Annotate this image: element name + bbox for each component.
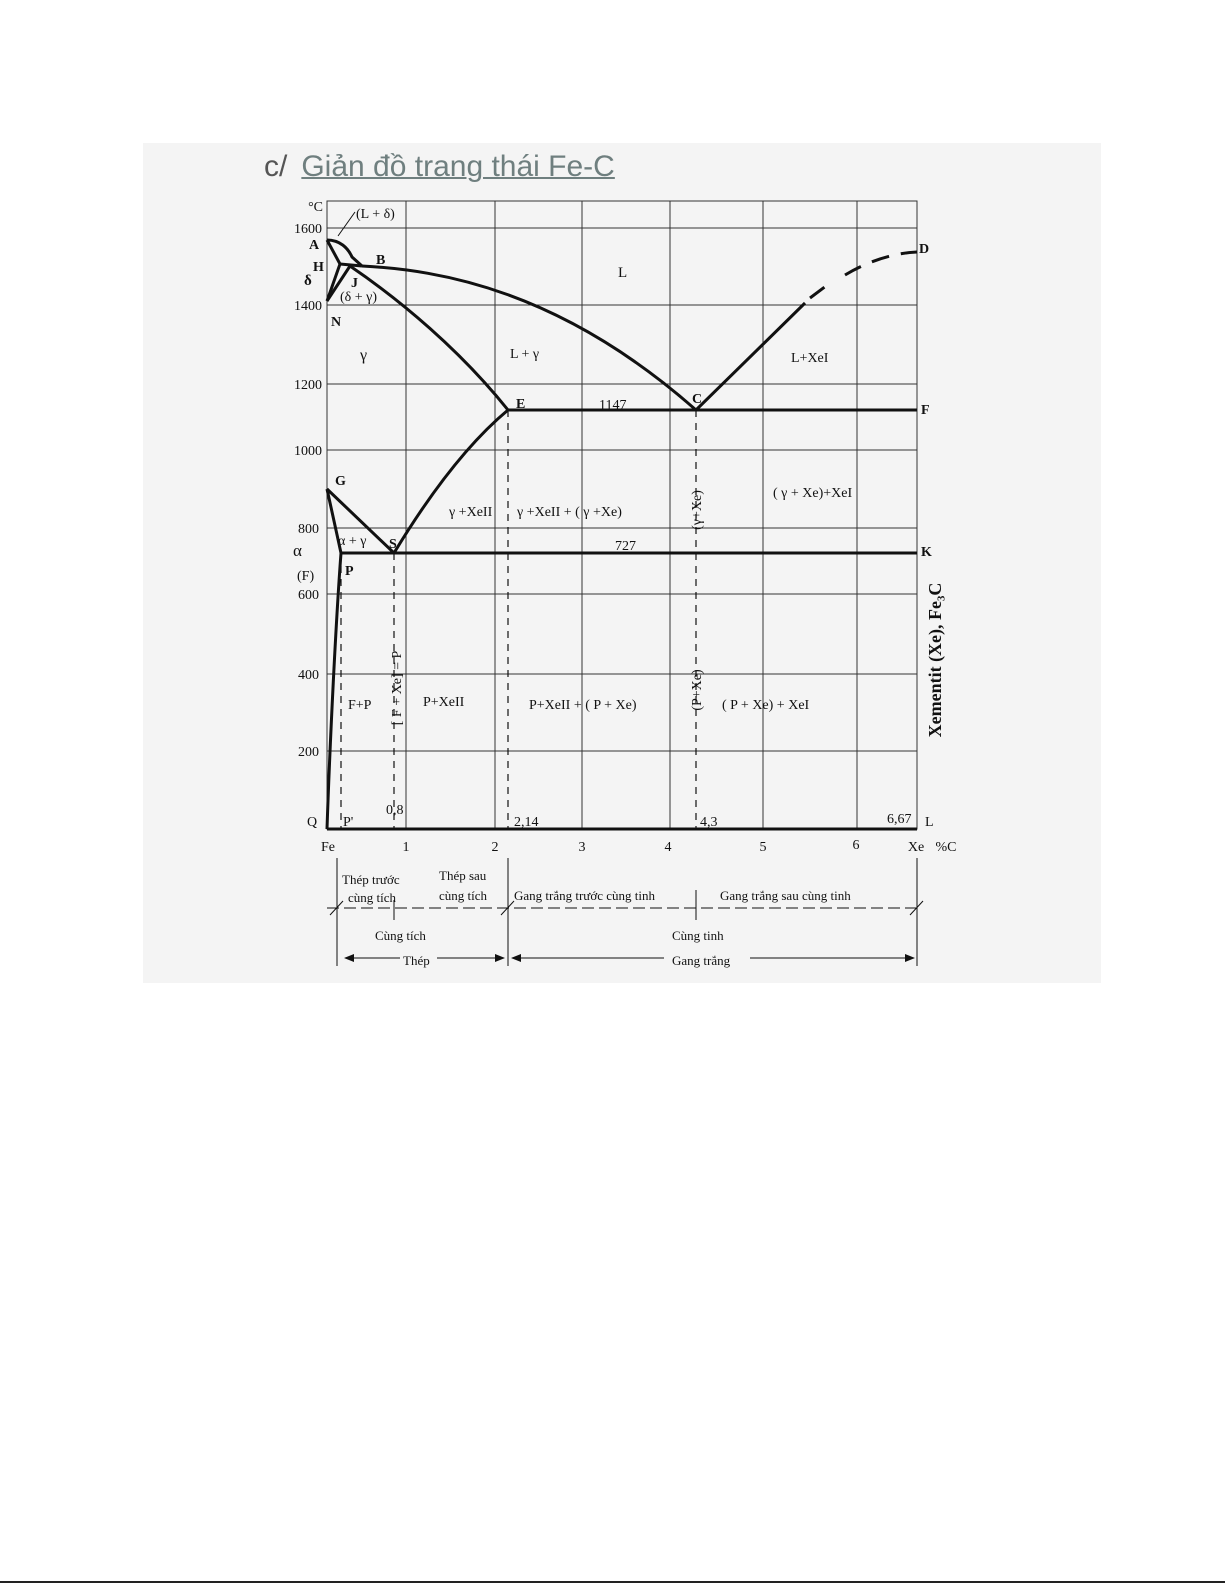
y-tick-label: 1000 bbox=[294, 444, 322, 459]
y-tick-label: 1600 bbox=[294, 222, 322, 237]
x-tick-label: 3 bbox=[578, 840, 586, 855]
region-labels bbox=[338, 207, 852, 725]
point-N: N bbox=[331, 315, 342, 330]
x-tick-label: 2 bbox=[491, 840, 499, 855]
region-l-xe1: L+XeI bbox=[791, 351, 829, 366]
region-gamma: γ bbox=[360, 347, 368, 364]
numeric-values bbox=[386, 398, 912, 830]
region-p-xe2: P+XeII bbox=[423, 695, 465, 710]
carbon-4-3: 4,3 bbox=[700, 815, 718, 830]
y-tick-label: 600 bbox=[298, 588, 319, 603]
point-E: E bbox=[516, 397, 526, 412]
region-gamma-xe2-ledeburite: γ +XeII + ( γ +Xe) bbox=[517, 505, 622, 520]
class-steel-hypo-line1: Thép trước bbox=[342, 872, 400, 887]
point-L: L bbox=[925, 815, 934, 830]
class-steel-hypo-line2: cùng tích bbox=[348, 890, 397, 905]
alpha-label: α bbox=[293, 541, 302, 560]
x-tick-label: 5 bbox=[759, 840, 767, 855]
y-tick-label: 1400 bbox=[294, 299, 322, 314]
x-tick-label: 6 bbox=[852, 838, 860, 853]
y-axis-unit: °C bbox=[308, 200, 323, 215]
point-P: P bbox=[345, 564, 354, 579]
classification-zone bbox=[327, 858, 923, 966]
region-gamma-xe2: γ +XeII bbox=[449, 505, 493, 520]
point-D: D bbox=[919, 242, 930, 257]
y-tick-label: 200 bbox=[298, 745, 319, 760]
right-axis-label: Xementit (Xe), Fe₃C bbox=[925, 582, 945, 738]
class-steel-hyper-line2: cùng tích bbox=[439, 888, 488, 903]
class-iron-hyper: Gang trắng sau cùng tinh bbox=[720, 888, 851, 903]
point-delta: δ bbox=[304, 273, 312, 289]
point-G: G bbox=[335, 474, 346, 489]
point-A: A bbox=[309, 238, 320, 253]
heading-title: Giản đồ trang thái Fe-C bbox=[301, 150, 615, 183]
point-K: K bbox=[921, 545, 932, 560]
region-liquid: L bbox=[618, 265, 628, 281]
carbon-2-14: 2,14 bbox=[514, 815, 539, 830]
x-axis-start: Fe bbox=[321, 840, 335, 855]
class-eutectic: Cùng tinh bbox=[672, 928, 724, 943]
solvus-ES bbox=[394, 410, 508, 553]
x-tick-label: 1 bbox=[402, 840, 410, 855]
point-labels bbox=[293, 238, 934, 830]
region-l-delta: (L + δ) bbox=[356, 207, 395, 222]
liquidus-BC bbox=[362, 266, 696, 410]
temp-727: 727 bbox=[615, 539, 636, 554]
point-B: B bbox=[376, 253, 386, 268]
x-axis-labels bbox=[321, 838, 957, 855]
liquidus-AB bbox=[327, 240, 362, 266]
region-p-xe-xe1: ( P + Xe) + XeI bbox=[722, 698, 810, 713]
grid bbox=[327, 201, 917, 829]
class-white-iron: Gang trắng bbox=[672, 953, 731, 968]
liquidus-CD-dashed bbox=[810, 252, 917, 298]
point-Q: Q bbox=[307, 815, 318, 830]
y-tick-label: 1200 bbox=[294, 378, 322, 393]
carbon-6-67: 6,67 bbox=[887, 812, 912, 827]
region-vertical-p-xe: (P+Xe) bbox=[690, 669, 705, 711]
y-tick-label: 800 bbox=[298, 522, 319, 537]
region-delta-gamma: (δ + γ) bbox=[340, 290, 378, 305]
x-axis-end: Xe bbox=[907, 840, 925, 855]
class-steel: Thép bbox=[403, 953, 430, 968]
temp-1147: 1147 bbox=[599, 398, 627, 413]
dashed-composition-lines bbox=[341, 410, 696, 829]
classification-labels bbox=[342, 868, 851, 968]
ferrite-label: (F) bbox=[297, 569, 315, 584]
point-C: C bbox=[692, 392, 703, 407]
region-vertical-pearlite: [ F + Xe] = P bbox=[390, 650, 405, 726]
region-gamma-xe-xe1: ( γ + Xe)+XeI bbox=[773, 486, 853, 501]
x-axis-unit: %C bbox=[935, 840, 957, 855]
region-p-xe2-ledeburite: P+XeII + ( P + Xe) bbox=[529, 698, 637, 713]
class-steel-hyper-line1: Thép sau bbox=[439, 868, 487, 883]
region-l-gamma: L + γ bbox=[510, 347, 540, 362]
point-S: S bbox=[389, 537, 397, 552]
point-F: F bbox=[921, 403, 930, 418]
class-eutectoid: Cùng tích bbox=[375, 928, 426, 943]
point-J: J bbox=[351, 276, 358, 291]
carbon-0-8: 0,8 bbox=[386, 803, 404, 818]
region-f-p: F+P bbox=[348, 698, 372, 713]
class-iron-hypo: Gang trắng trước cùng tinh bbox=[514, 888, 655, 903]
page-bottom-rule bbox=[0, 1581, 1225, 1583]
y-tick-label: 400 bbox=[298, 668, 319, 683]
heading-prefix: c/ bbox=[264, 150, 288, 183]
liquidus-CD bbox=[696, 303, 805, 410]
phase-boundaries bbox=[327, 240, 917, 829]
region-alpha-gamma: α + γ bbox=[338, 534, 367, 549]
region-vertical-gamma-xe: (γ+Xe) bbox=[690, 490, 705, 530]
point-H: H bbox=[313, 260, 324, 275]
x-tick-label: 4 bbox=[664, 840, 672, 855]
point-P-prime: P' bbox=[343, 815, 354, 830]
